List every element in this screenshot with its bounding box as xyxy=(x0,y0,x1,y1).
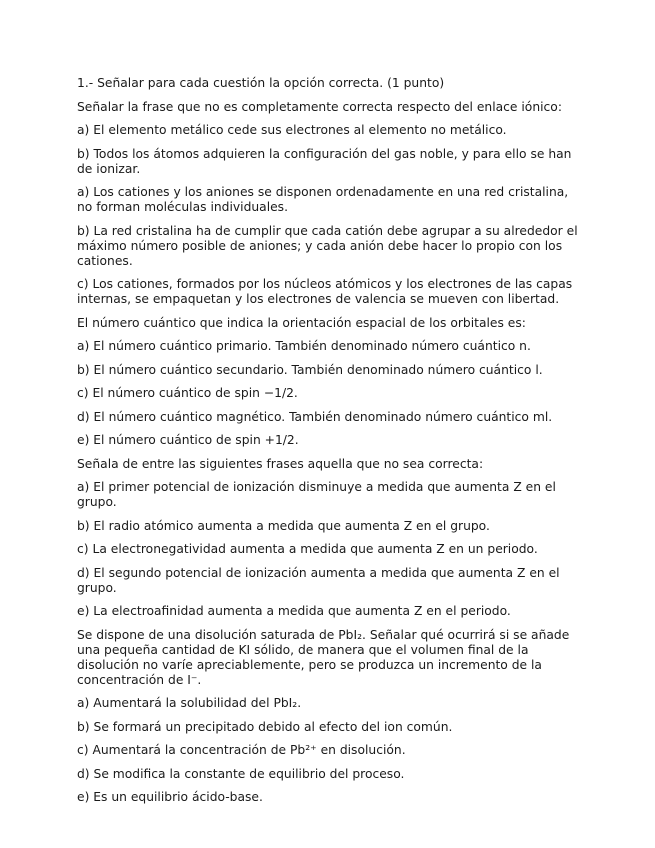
question-2-option: a) El número cuántico primario. También denominado número cuántico n. xyxy=(77,339,531,353)
question-3-option: c) La electronegatividad aumenta a medida que aumenta Z en un periodo. xyxy=(77,542,538,556)
question-2-option: b) El número cuántico secundario. También denominado número cuántico l. xyxy=(77,362,543,377)
question-2-prompt: El número cuántico que indica la orientación espacial de los orbitales es: xyxy=(77,315,526,330)
question-1-option: b) La red cristalina ha de cumplir que cada catión debe agrupar a su alrededor el máximo número posible de aniones; y cada anión debe hacer lo propio con los cationes. xyxy=(77,223,578,268)
question-1-option: c) Los cationes, formados por los núcleos atómicos y los electrones de las capas internas, se empaquetan y los electrones de valencia se mueven con libertad. xyxy=(77,277,573,306)
question-2-option: c) El número cuántico de spin −1/2. xyxy=(77,386,298,400)
section-header: 1.- Señalar para cada cuestión la opción correcta. (1 punto) xyxy=(77,76,445,90)
question-3-option: b) El radio atómico aumenta a medida que aumenta Z en el grupo. xyxy=(77,518,490,533)
question-3-option: d) El segundo potencial de ionización aumenta a medida que aumenta Z en el grupo. xyxy=(77,565,560,595)
question-3-option: e) La electroafinidad aumenta a medida que aumenta Z en el periodo. xyxy=(77,604,511,618)
question-2-option: d) El número cuántico magnético. También denominado número cuántico ml. xyxy=(77,409,553,424)
question-1-prompt: Señalar la frase que no es completamente correcta respecto del enlace iónico: xyxy=(77,99,562,114)
question-3-option: a) El primer potencial de ionización disminuye a medida que aumenta Z en el grupo. xyxy=(77,480,556,509)
question-1-option: a) Los cationes y los aniones se disponen ordenadamente en una red cristalina, no forman moléculas individuales. xyxy=(77,185,569,214)
question-1-option: b) Todos los átomos adquieren la configuración del gas noble, y para ello se han de ionizar. xyxy=(77,146,572,176)
question-2-option: e) El número cuántico de spin +1/2. xyxy=(77,433,299,447)
question-4-option: a) Aumentará la solubilidad del PbI₂. xyxy=(77,696,302,710)
question-4-option: d) Se modifica la constante de equilibrio del proceso. xyxy=(77,766,405,781)
question-4-option: e) Es un equilibrio ácido-base. xyxy=(77,790,263,804)
question-4-option: c) Aumentará la concentración de Pb²⁺ en disolución. xyxy=(77,743,406,757)
question-3-prompt: Señala de entre las siguientes frases aquella que no sea correcta: xyxy=(77,456,484,471)
question-1-option: a) El elemento metálico cede sus electrones al elemento no metálico. xyxy=(77,123,507,137)
question-4-option: b) Se formará un precipitado debido al efecto del ion común. xyxy=(77,719,453,734)
question-4-prompt: Se dispone de una disolución saturada de PbI₂. Señalar qué ocurrirá si se añade una pequeña cantidad de KI sólido, de manera que el volumen final de la disolución no varíe apreciablemente, pero se produzca un incremento de la concentración de I⁻. xyxy=(77,627,570,687)
document-page xyxy=(77,76,583,814)
